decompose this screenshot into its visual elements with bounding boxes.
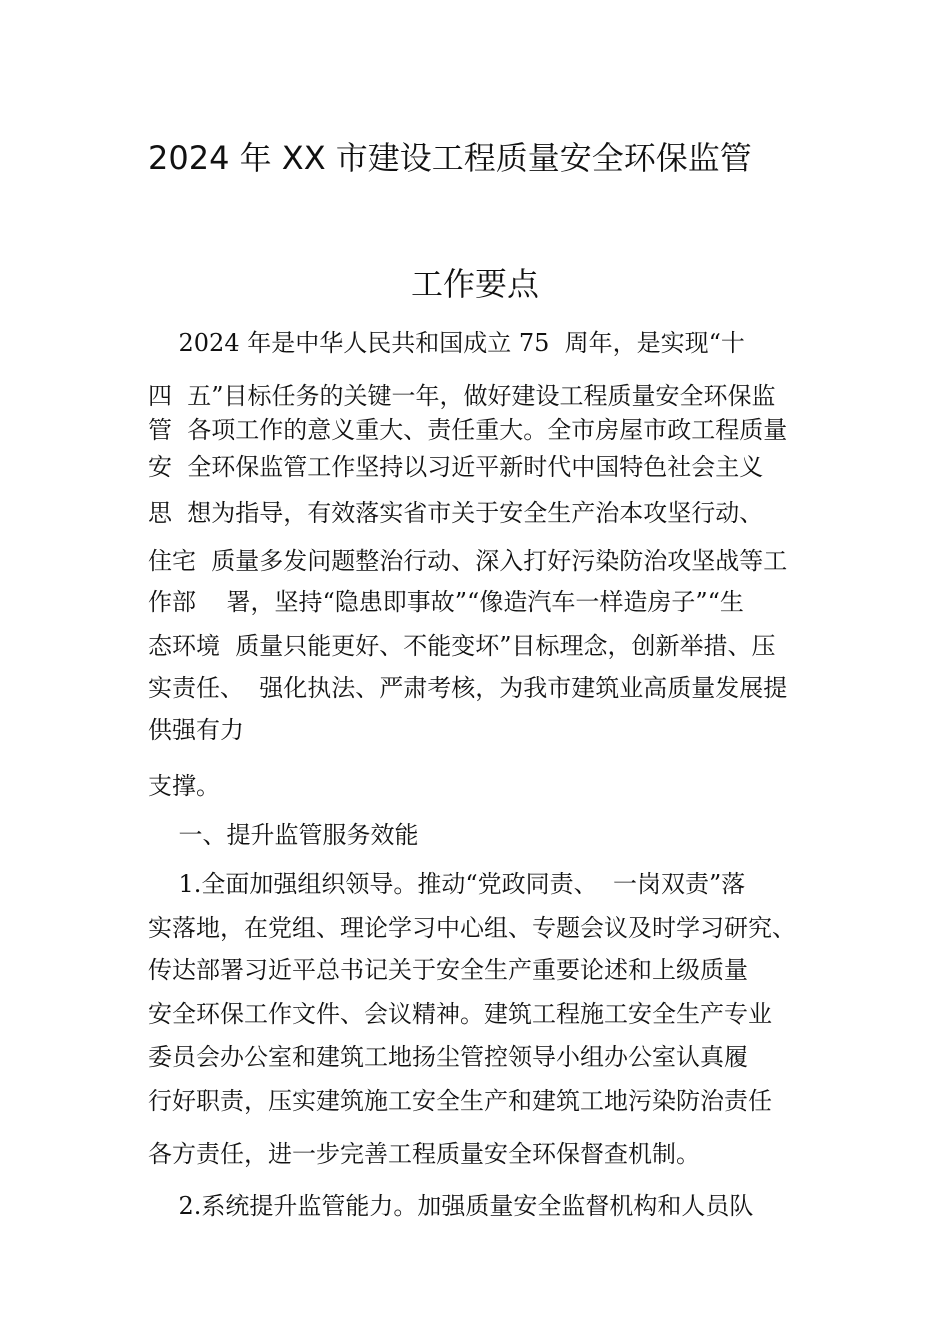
body-line: 四 五”目标任务的关键一年，做好建设工程质量安全环保监: [148, 382, 776, 410]
body-line: 实落地，在党组、理论学习中心组、专题会议及时学习研究、: [148, 914, 796, 942]
body-line: 各方责任，进一步完善工程质量安全环保督查机制。: [148, 1140, 700, 1168]
body-line: 思 想为指导，有效落实省市关于安全生产治本攻坚行动、: [148, 499, 764, 527]
body-line: 2024 年是中华人民共和国成立 75 周年，是实现“十: [148, 329, 745, 357]
body-line: 2.系统提升监管能力。加强质量安全监督机构和人员队: [148, 1192, 754, 1220]
body-line: 实责任、 强化执法、严肃考核，为我市建筑业高质量发展提: [148, 674, 788, 702]
body-line: 1.全面加强组织领导。推动“党政同责、 一岗双责”落: [148, 870, 746, 898]
body-line: 管 各项工作的意义重大、责任重大。全市房屋市政工程质量: [148, 416, 788, 444]
body-line: 供强有力: [148, 716, 244, 744]
body-line: 作部 署，坚持“隐患即事故”“像造汽车一样造房子”“生: [148, 588, 744, 616]
body-line: 安全环保工作文件、会议精神。建筑工程施工安全生产专业: [148, 1000, 772, 1028]
body-line: 支撑。: [148, 772, 220, 800]
body-line: 态环境 质量只能更好、不能变坏”目标理念，创新举措、压: [148, 632, 776, 660]
body-line: 安 全环保监管工作坚持以习近平新时代中国特色社会主义: [148, 453, 764, 481]
body-line: 住宅 质量多发问题整治行动、深入打好污染防治攻坚战等工: [148, 547, 788, 575]
document-subtitle: 工作要点: [410, 265, 539, 303]
body-line: 委员会办公室和建筑工地扬尘管控领导小组办公室认真履: [148, 1043, 748, 1071]
document-title: 2024 年 XX 市建设工程质量安全环保监管: [148, 139, 752, 177]
body-line: 传达部署习近平总书记关于安全生产重要论述和上级质量: [148, 956, 748, 984]
body-line: 行好职责，压实建筑施工安全生产和建筑工地污染防治责任: [148, 1087, 772, 1115]
section-heading: 一、提升监管服务效能: [148, 821, 419, 849]
